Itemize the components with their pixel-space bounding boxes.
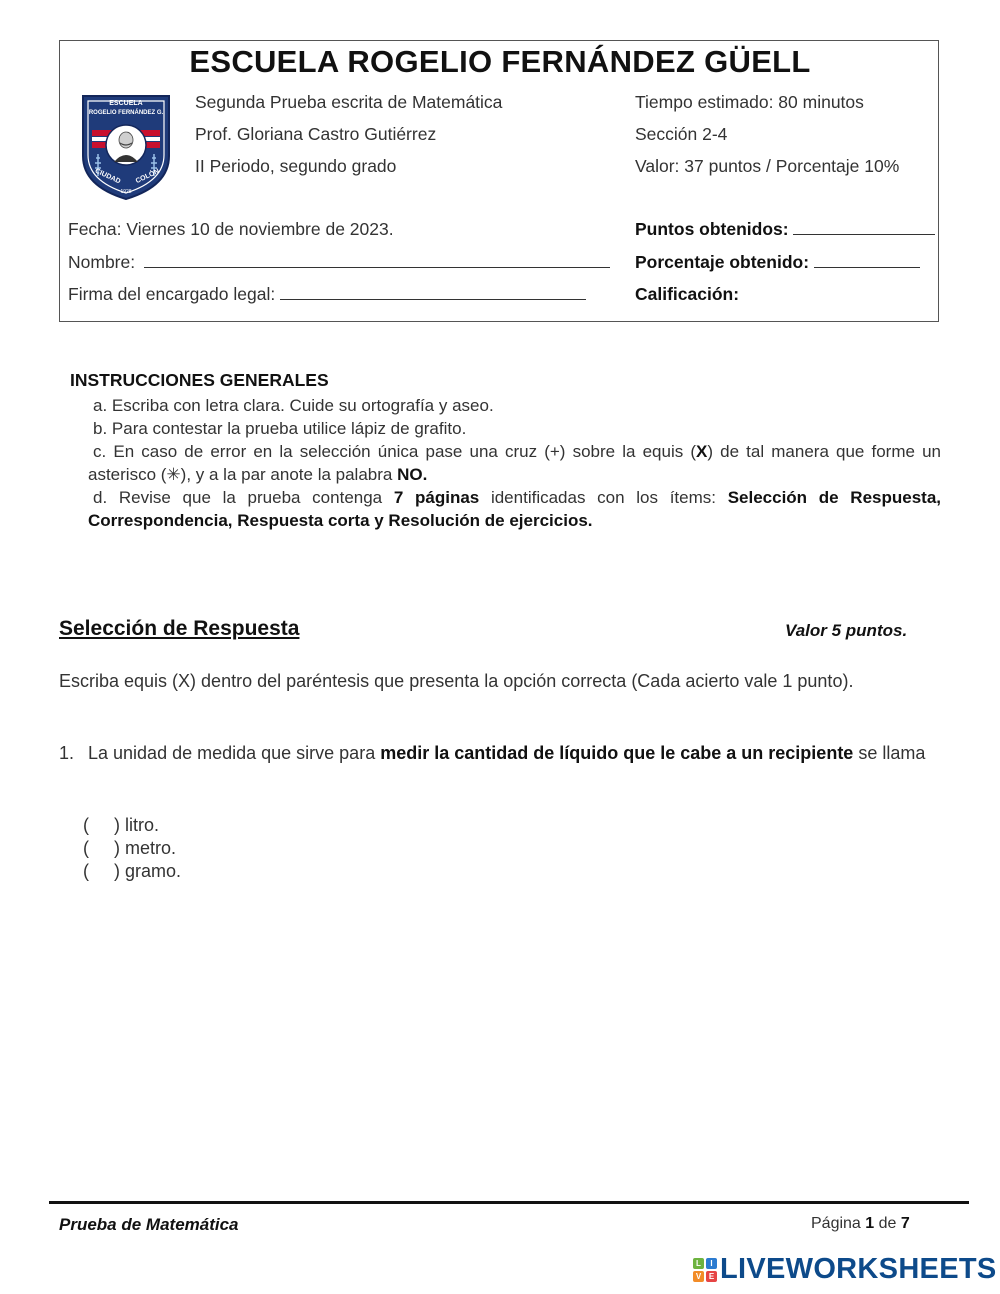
logo-letter: I [706,1258,717,1269]
school-crest [80,90,172,202]
option-label: litro. [125,815,160,835]
test-name: Segunda Prueba escrita de Matemática [195,92,503,112]
points-field[interactable] [635,219,935,240]
section-value: Valor 5 puntos. [785,621,908,640]
option-checkbox[interactable]: ( ) [83,861,120,881]
option-checkbox[interactable]: ( ) [83,815,120,835]
instruction-b-text: Para contestar la prueba utilice lápiz de grafito. [111,419,467,438]
estimated-time: Tiempo estimado: 80 minutos [635,92,864,112]
instruction-d [88,486,941,532]
page-number: 1 [865,1215,875,1232]
page-total: 7 [900,1215,910,1232]
option-litro[interactable] [83,813,159,837]
school-name: ESCUELA ROGELIO FERNÁNDEZ GÜELL [189,44,811,79]
points-blank[interactable] [793,220,935,235]
option-checkbox[interactable]: ( ) [83,838,120,858]
logo-letter: L [693,1258,704,1269]
period-grade: II Periodo, segundo grado [195,156,397,176]
student-name-field[interactable] [68,252,610,273]
test-value: Valor: 37 puntos / Porcentaje 10% [635,156,900,176]
option-metro[interactable] [83,836,176,860]
footer-subject: Prueba de Matemática [59,1215,239,1234]
footer-divider [49,1201,969,1204]
instruction-c [88,440,941,486]
of-word: de [874,1215,901,1232]
page-indicator [811,1215,910,1233]
teacher-name: Prof. Gloriana Castro Gutiérrez [195,124,437,144]
liveworksheets-brand[interactable] [693,1253,997,1286]
section-instruction: Escriba equis (X) dentro del paréntesis que presenta la opción correcta (Cada acierto vale 1 punto). [59,671,854,691]
header-box [59,40,939,322]
instruction-b-marker: b. [93,419,108,438]
test-date: Fecha: Viernes 10 de noviembre de 2023. [68,219,394,239]
crest-arc-text: ROGELIO FERNÁNDEZ G. [88,110,164,116]
signature-blank[interactable] [280,285,586,300]
instruction-a [93,394,494,417]
crest-city-text: CIUDAD [93,167,122,186]
instruction-d-pages: 7 páginas [393,488,480,507]
percentage-label: Porcentaje obtenido: [635,252,810,272]
question-1-number: 1. [59,743,75,763]
crest-year: 1928 [120,189,132,195]
section-title: Selección de Respuesta [59,617,300,640]
signature-label: Firma del encargado legal: [68,284,276,304]
logo-letter: V [693,1271,704,1282]
crest-top-text: ESCUELA [109,100,143,107]
instruction-d-text-2: identificadas con los ítems: [479,488,728,507]
instruction-d-text-1: Revise que la prueba contenga [118,488,394,507]
liveworksheets-logo-icon [693,1258,717,1282]
instruction-b [93,417,466,440]
instruction-c-text-1: En caso de error en la selección única pase una cruz (+) sobre la equis ( [113,442,697,461]
logo-letter: E [706,1271,717,1282]
student-name-label: Nombre: [68,252,136,272]
instruction-c-x: X [696,442,708,461]
question-1-text-1: La unidad de medida que sirve para [88,743,381,763]
crest-city-text-2: COLÓN [134,167,161,186]
grade-label: Calificación: [635,284,740,304]
instructions-title: INSTRUCCIONES GENERALES [70,370,329,390]
instruction-d-items: Selección de Respuesta, Correspondencia, Respuesta corta y Resolución de ejercicios. [88,488,942,530]
option-label: gramo. [125,861,182,881]
question-1-text-bold: medir la cantidad de líquido que le cabe a un recipiente [380,743,854,763]
option-label: metro. [125,838,177,858]
question-1-text [88,741,941,765]
asterisk-icon: ✳ [166,465,181,484]
instruction-c-text-2: ) de tal manera que forme un asterisco ( [88,442,941,484]
instruction-c-no: NO. [397,465,428,484]
instruction-d-marker: d. [93,488,108,507]
instruction-a-text: Escriba con letra clara. Cuide su ortografía y aseo. [111,396,494,415]
section-group: Sección 2-4 [635,124,728,144]
percentage-field[interactable] [635,252,920,273]
percentage-blank[interactable] [814,253,920,268]
page-word: Página [811,1215,866,1232]
instruction-c-text-3: ), y a la par anote la palabra [180,465,398,484]
points-label: Puntos obtenidos: [635,219,789,239]
option-gramo[interactable] [83,859,181,883]
liveworksheets-name: LIVEWORKSHEETS [720,1253,997,1285]
student-name-blank[interactable] [144,253,610,268]
signature-field[interactable] [68,284,586,305]
instruction-c-marker: c. [93,442,107,461]
instruction-a-marker: a. [93,396,108,415]
question-1-text-2: se llama [853,743,926,763]
